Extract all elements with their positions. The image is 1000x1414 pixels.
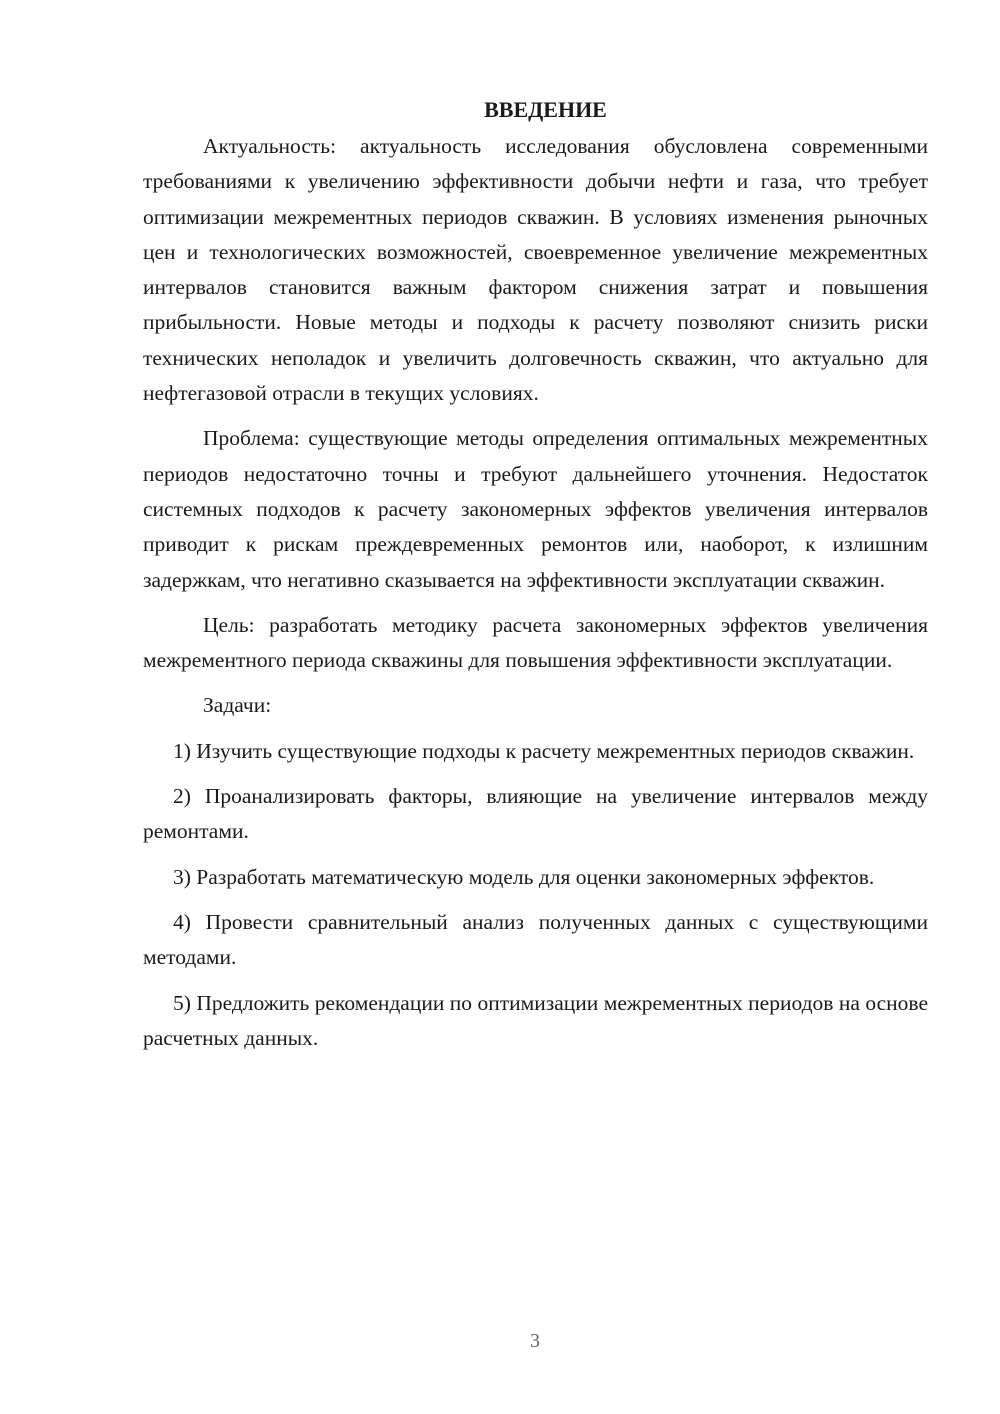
task-item: 2) Проанализировать факторы, влияющие на увеличение интервалов между ремонтами.	[143, 784, 928, 844]
paragraph-problem: Проблема: существующие методы определения оптимальных межрементных периодов недостаточно точны и требуют дальнейшего уточнения. Недостаток системных подходов к расчету закономерных эффектов увеличения интервалов приводит к рискам преждевременных ремонтов или, наоборот, к излишним задержкам, что негативно сказывается на эффективности эксплуатации скважин.	[143, 426, 928, 592]
task-item: 3) Разработать математическую модель для оценки закономерных эффектов.	[173, 864, 875, 889]
page-number: 3	[530, 1330, 540, 1352]
section-heading: ВВЕДЕНИЕ	[484, 97, 607, 122]
task-item: 1) Изучить существующие подходы к расчету межрементных периодов скважин.	[173, 738, 915, 763]
task-list	[143, 734, 928, 1056]
task-item: 4) Провести сравнительный анализ полученных данных с существующими методами.	[143, 909, 928, 970]
tasks-label: Задачи:	[203, 693, 272, 718]
document-page	[143, 92, 928, 1056]
paragraph-goal: Цель: разработать методику расчета закономерных эффектов увеличения межрементного периода скважины для повышения эффективности эксплуатации.	[143, 612, 928, 673]
paragraph-relevance: Актуальность: актуальность исследования обусловлена современными требованиями к увеличению эффективности добычи нефти и газа, что требует оптимизации межрементных периодов скважин. В условиях изменения рыночных цен и технологических возможностей, своевременное увеличение межрементных интервалов становится важным фактором снижения затрат и повышения прибыльности. Новые методы и подходы к расчету позволяют снизить риски технических неполадок и увеличить долговечность скважин, что актуально для нефтегазовой отрасли в текущих условиях.	[143, 134, 928, 406]
task-item: 5) Предложить рекомендации по оптимизации межрементных периодов на основе расчетных данных.	[143, 990, 928, 1050]
